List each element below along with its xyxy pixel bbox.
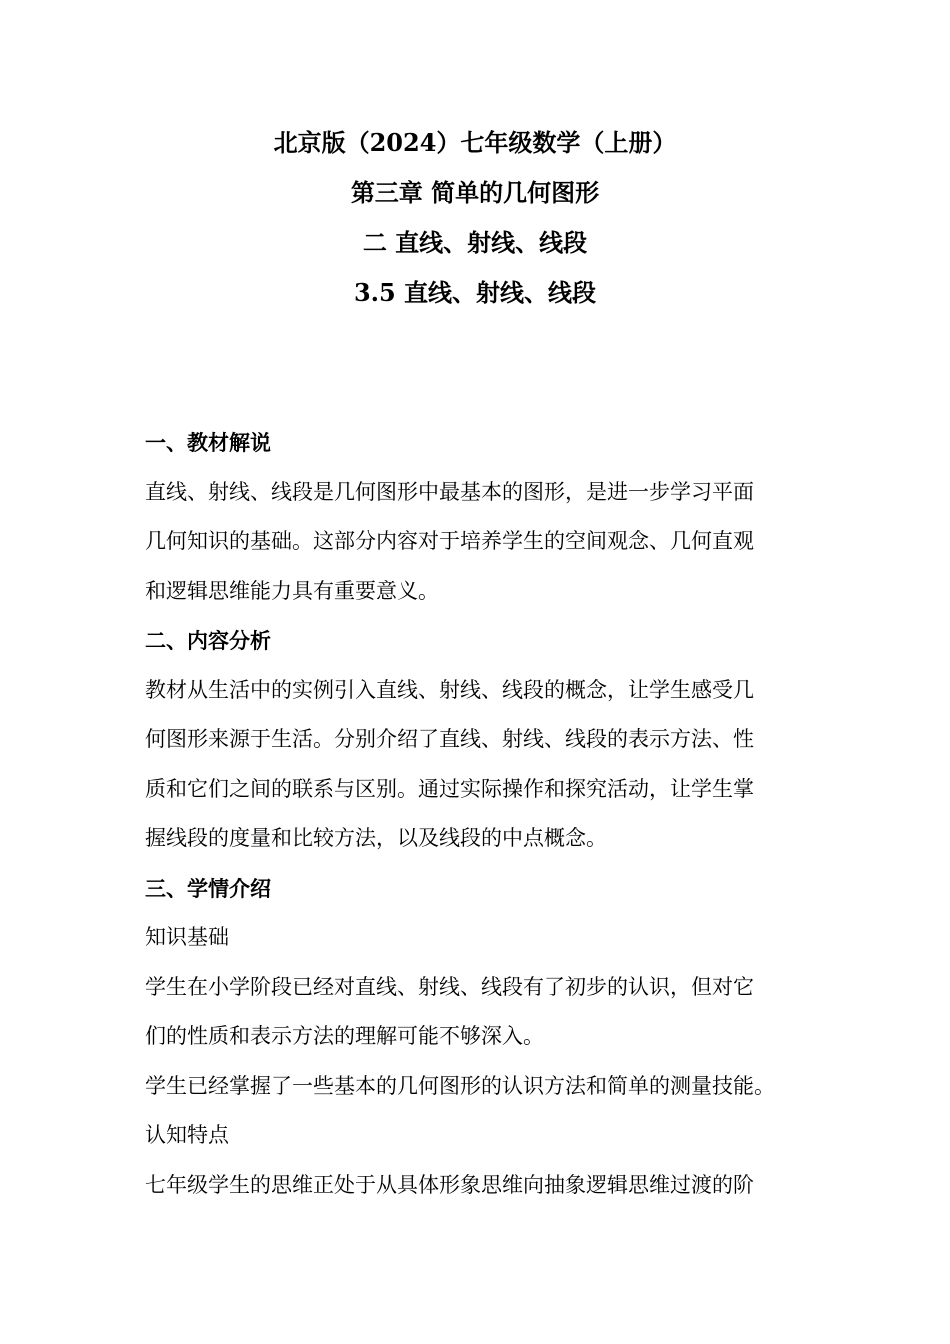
paragraph-line: 和逻辑思维能力具有重要意义。 xyxy=(145,578,439,603)
subheading-cognitive-traits: 认知特点 xyxy=(145,1123,229,1147)
paragraph-line: 几何知识的基础。这部分内容对于培养学生的空间观念、几何直观 xyxy=(145,529,754,553)
paragraph-line: 们的性质和表示方法的理解可能不够深入。 xyxy=(145,1024,544,1048)
section-heading-textbook: 一、教材解说 xyxy=(145,430,271,455)
section-heading-student-situation: 三、学情介绍 xyxy=(145,875,271,901)
paragraph-line: 学生在小学阶段已经对直线、射线、线段有了初步的认识，但对它 xyxy=(145,974,754,999)
subheading-knowledge-base: 知识基础 xyxy=(145,925,229,949)
paragraph-line: 握线段的度量和比较方法，以及线段的中点概念。 xyxy=(145,826,607,850)
title-block xyxy=(0,118,950,318)
paragraph-line: 七年级学生的思维正处于从具体形象思维向抽象逻辑思维过渡的阶 xyxy=(145,1172,754,1197)
section-heading-content-analysis: 二、内容分析 xyxy=(145,628,271,653)
paragraph-line: 质和它们之间的联系与区别。通过实际操作和探究活动，让学生掌 xyxy=(145,776,754,801)
document-body xyxy=(145,418,810,1210)
paragraph-line: 直线、射线、线段是几何图形中最基本的图形，是进一步学习平面 xyxy=(145,479,754,504)
section-title: 二 直线、射线、线段 xyxy=(362,228,588,257)
book-title: 北京版（2024）七年级数学（上册） xyxy=(273,128,677,157)
paragraph-line: 学生已经掌握了一些基本的几何图形的认识方法和简单的测量技能。 xyxy=(145,1073,775,1098)
paragraph-line: 教材从生活中的实例引入直线、射线、线段的概念，让学生感受几 xyxy=(145,677,754,702)
lesson-title: 3.5 直线、射线、线段 xyxy=(353,278,597,307)
chapter-title: 第三章 简单的几何图形 xyxy=(350,178,600,207)
paragraph-line: 何图形来源于生活。分别介绍了直线、射线、线段的表示方法、性 xyxy=(145,727,754,751)
